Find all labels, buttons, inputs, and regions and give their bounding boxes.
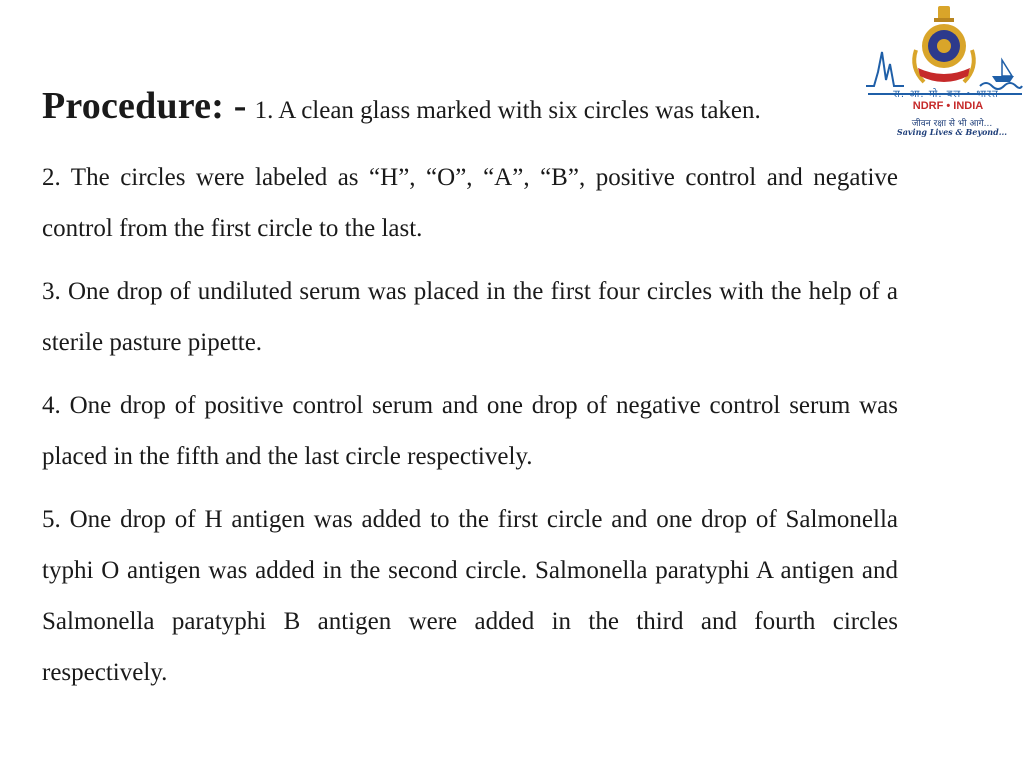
ndrf-logo <box>864 2 1024 140</box>
page-title: Procedure: - <box>42 85 247 127</box>
step-2: 2. The circles were labeled as “H”, “O”, “A”, “B”, positive control and negative control from the first circle to the last. <box>42 164 898 242</box>
logo-tagline: Saving Lives & Beyond... <box>896 127 1008 137</box>
step-1: 1. A clean glass marked with six circles was taken. <box>254 97 761 124</box>
step-3: 3. One drop of undiluted serum was placed in the first four circles with the help of a sterile pasture pipette. <box>42 278 898 356</box>
ndrf-emblem-icon <box>864 2 1024 98</box>
step-4: 4. One drop of positive control serum and one drop of negative control serum was placed in the fifth and the last circle respectively. <box>42 392 898 470</box>
logo-hindi-motto: जीवन रक्षा से भी आगे... <box>911 119 993 129</box>
logo-name: NDRF • INDIA <box>912 100 984 112</box>
procedure-body <box>42 152 898 710</box>
title-line <box>42 84 862 128</box>
logo-hindi-name: रा. आ. मो. बल • भारत <box>893 89 999 100</box>
step-5: 5. One drop of H antigen was added to the first circle and one drop of Salmonella typhi O antigen was added in the second circle. Salmonella paratyphi A antigen and Salmonella paratyphi B antigen were added in the third and fourth circles respectively. <box>42 506 898 686</box>
